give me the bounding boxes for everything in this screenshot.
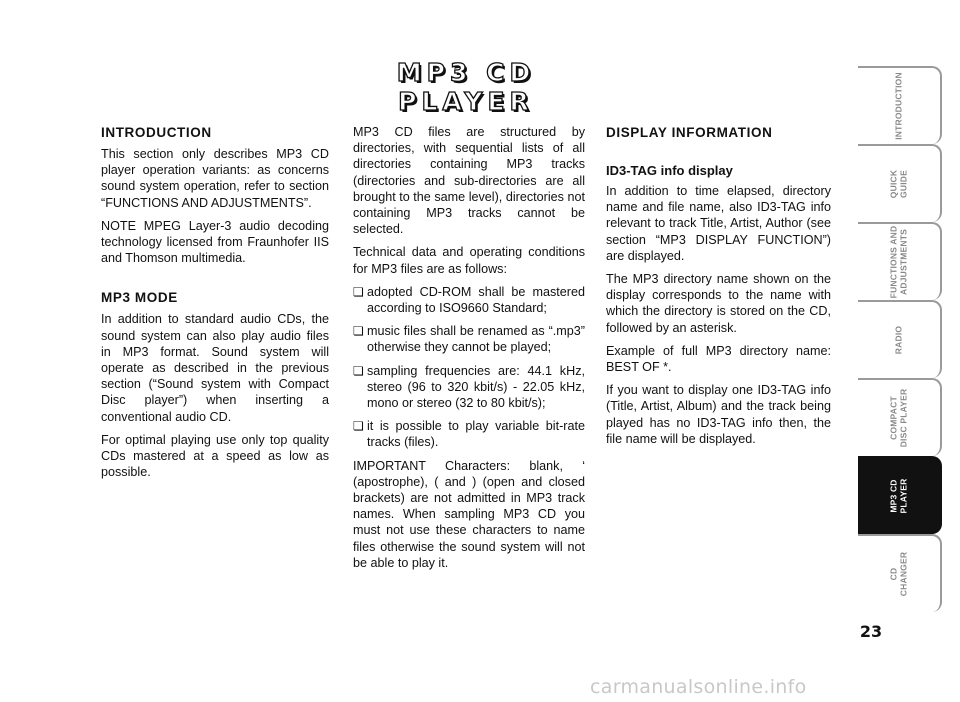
watermark: carmanualsonline.info [590,676,807,698]
checkbox-bullet-icon: ❏ [353,419,364,434]
bullet-item [353,284,585,316]
tab-label: ADJUSTMENTS [898,229,908,295]
section-heading-introduction: INTRODUCTION [101,125,212,140]
tab-label: QUICK [888,169,899,199]
section-heading-mp3-mode: MP3 MODE [101,290,178,306]
tab-label: PLAYER [898,478,908,514]
tab-mp3-cd-player[interactable] [858,456,942,534]
tab-label: GUIDE [898,170,908,198]
tab-introduction[interactable] [858,66,942,144]
tab-label: DISC PLAYER [898,388,908,448]
tab-compact-disc-player[interactable] [858,378,942,456]
column-right [606,124,831,454]
bullet-text: it is possible to play variable bit-rate tracks (files). [367,419,585,450]
page-title: MP3 CD PLAYER [396,58,536,116]
paragraph: In addition to time elapsed, directory name and file name, also ID3-TAG info relevant to track Title, Artist, Author (see section “MP3 DISPLAY FUNCTION”) are displayed. [606,184,831,263]
tab-label: INTRODUCTION [893,72,904,140]
bullet-item [353,418,585,450]
paragraph: IMPORTANT Characters: blank, ‘ (apostrophe), ( and ) (open and closed brackets) are not admitted in MP3 track names. When sampling MP3 CD you must not use these characters to name files otherwise the sound system will not be able to play it. [353,458,585,570]
column-left [101,124,329,487]
page-number: 23 [859,622,883,641]
bullet-text: music files shall be renamed as “.mp3” otherwise they cannot be played; [367,324,585,355]
bullet-text: sampling frequencies are: 44.1 kHz, stereo (96 to 320 kbit/s) - 22.05 kHz, mono or stereo (32 to 80 kbit/s); [367,363,585,411]
tab-cd-changer[interactable] [858,534,942,612]
tab-quick-guide[interactable] [858,144,942,222]
paragraph: If you want to display one ID3-TAG info (Title, Artist, Album) and the track being played has no ID3-TAG info then, the file name will be displayed. [606,383,831,446]
column-middle [353,124,585,578]
checkbox-bullet-icon: ❏ [353,324,364,339]
paragraph: For optimal playing use only top quality CDs mastered at a speed as low as possible. [101,432,329,480]
paragraph: This section only describes MP3 CD player operation variants: as concerns sound system operation, refer to section “FUNCTIONS AND ADJUSTMENTS”. [101,147,329,210]
section-heading-display-information: DISPLAY INFORMATION [606,125,773,140]
bullet-item [353,363,585,412]
chapter-tabs [858,66,942,612]
checkbox-bullet-icon: ❏ [353,284,364,299]
tab-label: MP3 CD [888,479,899,513]
paragraph: Technical data and operating conditions for MP3 files are as follows: [353,245,585,276]
checkbox-bullet-icon: ❏ [353,363,364,378]
paragraph: Example of full MP3 directory name: BEST OF *. [606,343,831,375]
bullet-item [353,323,585,355]
paragraph: In addition to standard audio CDs, the sound system can also play audio files in MP3 format. Sound system will operate as described in the previous section (“Sound system with Compact Disc player”) when inserting a conventional audio CD. [101,312,329,424]
tab-label: FUNCTIONS AND [888,225,899,299]
paragraph: MP3 CD files are structured by directories, with sequential lists of all directories containing MP3 tracks (directories and sub-directories are all brought to the same level), directories not containing MP3 tracks cannot be selected. [353,125,585,237]
paragraph: NOTE MPEG Layer-3 audio decoding technology licensed from Fraunhofer IIS and Thomson multimedia. [101,218,329,266]
tab-label: CD [888,567,899,581]
subheading-id3-tag: ID3-TAG info display [606,163,733,178]
tab-label: COMPACT [888,396,899,440]
tab-functions-and-adjustments[interactable] [858,222,942,300]
tab-radio[interactable] [858,300,942,378]
paragraph: The MP3 directory name shown on the display corresponds to the name with which the directory is stored on the CD, followed by an asterisk. [606,272,831,335]
tab-label: RADIO [893,325,904,355]
bullet-text: adopted CD-ROM shall be mastered according to ISO9660 Standard; [367,284,585,316]
tab-label: CHANGER [898,551,908,597]
